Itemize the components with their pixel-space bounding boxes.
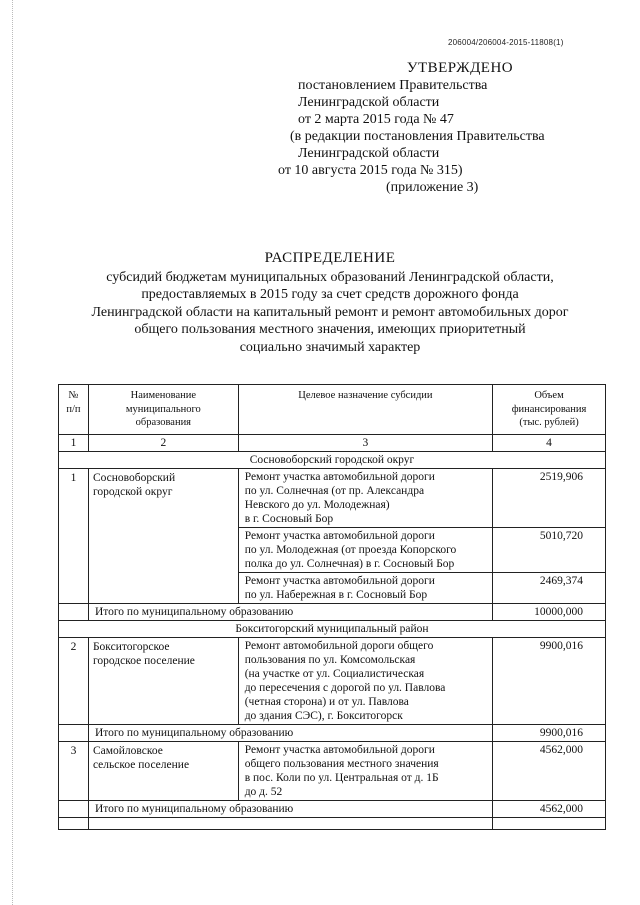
- column-number: 1: [59, 434, 89, 451]
- blank-cell: [88, 817, 492, 829]
- subsidy-purpose: Ремонт участка автомобильной дороги общего пользования местного значения в пос. Коли по ул. Центральная от д. 1Б до д. 52: [238, 741, 492, 800]
- total-amount: 9900,016: [493, 724, 606, 741]
- column-number-row: [59, 434, 606, 451]
- document-title: [40, 250, 620, 356]
- section-name: Сосновоборский городской округ: [59, 451, 606, 468]
- section-row: [59, 620, 606, 637]
- total-row: [59, 800, 606, 817]
- table-header-row: [59, 385, 606, 435]
- table-row: [59, 741, 606, 800]
- total-row: [59, 603, 606, 620]
- approval-line: от 10 августа 2015 года № 315): [278, 163, 463, 178]
- subsidy-purpose: Ремонт автомобильной дороги общего пользования по ул. Комсомольская (на участке от ул. Социалистическая до пересечения с дорогой по ул. Павлова (четная сторона) и от ул. Павлова до здания СЭС), г. Бокситогорск: [238, 637, 492, 724]
- approval-line: от 2 марта 2015 года № 47: [298, 112, 454, 127]
- total-label: Итого по муниципальному образованию: [88, 800, 492, 817]
- subsidy-purpose: Ремонт участка автомобильной дороги по ул. Набережная в г. Сосновый Бор: [238, 572, 492, 603]
- total-amount: 10000,000: [493, 603, 606, 620]
- section-name: Бокситогорский муниципальный район: [59, 620, 606, 637]
- total-label: Итого по муниципальному образованию: [88, 603, 492, 620]
- title-line: социально значимый характер: [239, 339, 421, 355]
- blank-cell: [59, 817, 89, 829]
- title-heading: РАСПРЕДЕЛЕНИЕ: [264, 250, 396, 266]
- subsidy-amount: 4562,000: [493, 741, 606, 800]
- table-row: [59, 468, 606, 527]
- subsidy-purpose: Ремонт участка автомобильной дороги по ул. Молодежная (от проезда Копорского полка до ул. Солнечная) в г. Сосновый Бор: [238, 527, 492, 572]
- header-amount: Объем финансирования (тыс. рублей): [493, 385, 606, 435]
- title-line: общего пользования местного значения, имеющих приоритетный: [134, 322, 526, 337]
- scan-margin: [12, 0, 13, 905]
- title-line: Ленинградской области на капитальный ремонт и ремонт автомобильных дорог: [91, 304, 569, 320]
- total-label: Итого по муниципальному образованию: [88, 724, 492, 741]
- total-blank: [59, 724, 89, 741]
- distribution-table: [58, 384, 606, 830]
- subsidy-amount: 2519,906: [493, 468, 606, 527]
- subsidy-amount: 2469,374: [493, 572, 606, 603]
- title-line: предоставляемых в 2015 году за счет средств дорожного фонда: [141, 287, 519, 302]
- row-index: 2: [59, 637, 89, 724]
- approval-heading: УТВЕРЖДЕНО: [406, 60, 514, 76]
- approval-line: Ленинградской области: [298, 95, 440, 110]
- blank-cell: [493, 817, 606, 829]
- header-number: № п/п: [59, 385, 89, 435]
- table-row: [59, 637, 606, 724]
- document-id: 206004/206004-2015-11808(1): [448, 38, 564, 47]
- table-trailing-row: [59, 817, 606, 829]
- subsidy-amount: 5010,720: [493, 527, 606, 572]
- row-index: 3: [59, 741, 89, 800]
- approval-line: (в редакции постановления Правительства: [290, 129, 545, 144]
- subsidy-amount: 9900,016: [493, 637, 606, 724]
- subsidy-purpose: Ремонт участка автомобильной дороги по ул. Солнечная (от пр. Александра Невского до ул. Молодежная) в г. Сосновый Бор: [238, 468, 492, 527]
- column-number: 2: [88, 434, 238, 451]
- municipality-name: Самойловское сельское поселение: [88, 741, 238, 800]
- title-line: субсидий бюджетам муниципальных образований Ленинградской области,: [106, 269, 554, 285]
- approval-line: Ленинградской области: [298, 146, 440, 161]
- row-index: 1: [59, 468, 89, 603]
- total-blank: [59, 800, 89, 817]
- approval-line: постановлением Правительства: [298, 78, 488, 93]
- column-number: 4: [493, 434, 606, 451]
- municipality-name: Бокситогорское городское поселение: [88, 637, 238, 724]
- header-municipality: Наименование муниципального образования: [88, 385, 238, 435]
- municipality-name: Сосновоборский городской округ: [88, 468, 238, 603]
- total-row: [59, 724, 606, 741]
- header-purpose: Целевое назначение субсидии: [238, 385, 492, 435]
- section-row: [59, 451, 606, 468]
- approval-stamp: [278, 60, 620, 196]
- approval-line: (приложение 3): [386, 180, 479, 195]
- total-amount: 4562,000: [493, 800, 606, 817]
- column-number: 3: [238, 434, 492, 451]
- total-blank: [59, 603, 89, 620]
